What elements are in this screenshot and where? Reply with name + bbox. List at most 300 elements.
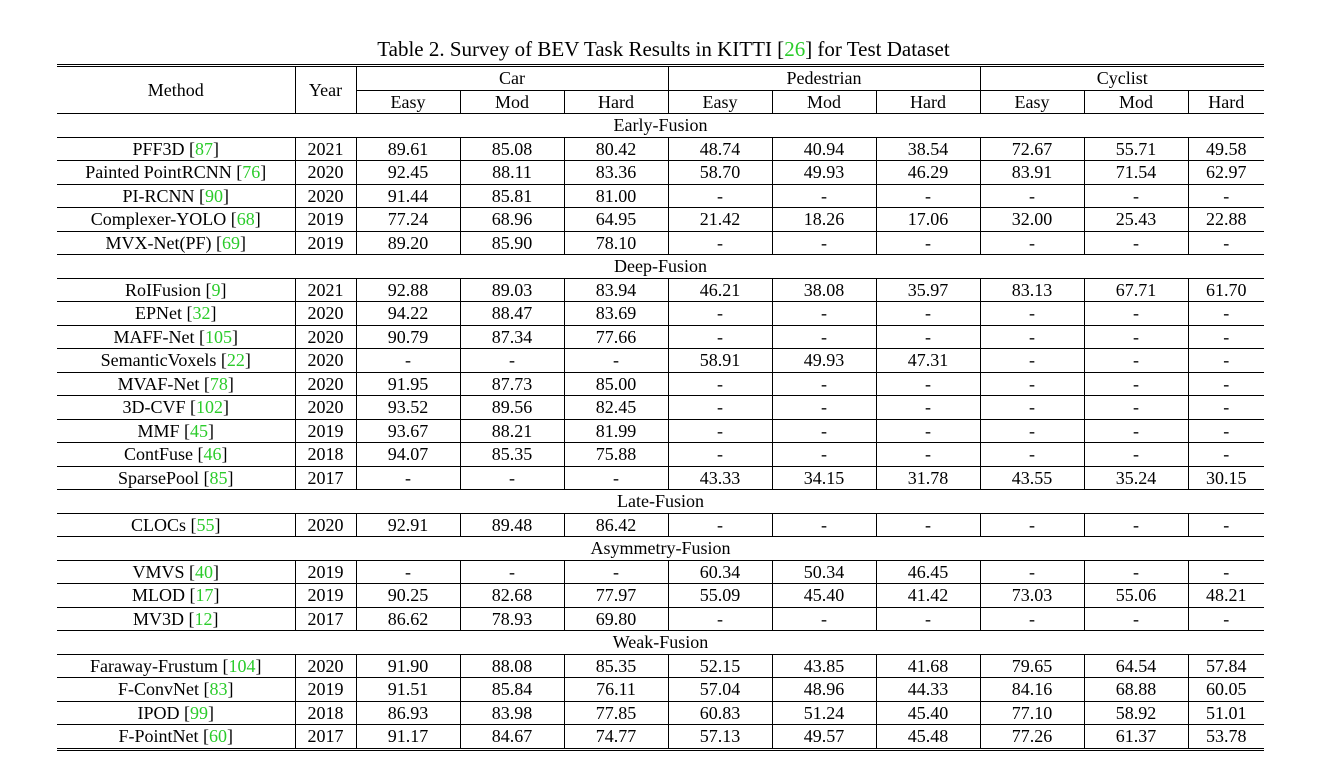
method-name: VMVS bbox=[132, 561, 185, 582]
score-cell: 30.15 bbox=[1188, 466, 1264, 490]
method-name: EPNet bbox=[135, 303, 182, 324]
header-method: Method bbox=[57, 66, 295, 114]
score-cell: - bbox=[356, 349, 460, 373]
year-cell: 2020 bbox=[295, 325, 356, 349]
score-cell: 31.78 bbox=[876, 466, 980, 490]
caption-citation-link[interactable]: 26 bbox=[784, 37, 806, 61]
year-cell: 2020 bbox=[295, 372, 356, 396]
citation-link[interactable]: 104 bbox=[228, 655, 256, 676]
group-header-row bbox=[57, 255, 1264, 279]
citation-link[interactable]: 9 bbox=[211, 279, 221, 300]
citation-open-bracket: [ bbox=[217, 655, 229, 676]
score-cell: 93.52 bbox=[356, 396, 460, 420]
score-cell: 77.10 bbox=[980, 701, 1084, 725]
score-cell: 67.71 bbox=[1084, 278, 1188, 302]
score-cell: 72.67 bbox=[980, 137, 1084, 161]
score-cell: - bbox=[772, 325, 876, 349]
score-cell: - bbox=[564, 560, 668, 584]
year-cell: 2020 bbox=[295, 161, 356, 185]
group-label: Late-Fusion bbox=[57, 490, 1264, 514]
score-cell: 47.31 bbox=[876, 349, 980, 373]
score-cell: 82.68 bbox=[460, 584, 564, 608]
score-cell: - bbox=[460, 349, 564, 373]
table-row bbox=[57, 208, 1264, 232]
score-cell: 74.77 bbox=[564, 725, 668, 750]
method-cell bbox=[57, 466, 295, 490]
score-cell: 88.08 bbox=[460, 654, 564, 678]
citation-open-bracket: [ bbox=[211, 232, 222, 253]
method-name: Faraway-Frustum bbox=[90, 655, 218, 676]
method-name: Complexer-YOLO bbox=[90, 209, 227, 230]
citation-open-bracket: [ bbox=[216, 350, 227, 371]
method-name: Painted PointRCNN bbox=[85, 162, 232, 183]
citation-close-bracket: ] bbox=[240, 232, 246, 253]
score-cell: - bbox=[772, 419, 876, 443]
method-name: RoIFusion bbox=[124, 279, 202, 300]
score-cell: 91.44 bbox=[356, 184, 460, 208]
score-cell: 91.95 bbox=[356, 372, 460, 396]
score-cell: 68.96 bbox=[460, 208, 564, 232]
citation-close-bracket: ] bbox=[208, 702, 214, 723]
citation-close-bracket: ] bbox=[221, 444, 228, 465]
score-cell: 48.96 bbox=[772, 678, 876, 702]
year-cell: 2019 bbox=[295, 208, 356, 232]
method-name: PFF3D bbox=[132, 138, 185, 159]
score-cell: 60.83 bbox=[668, 701, 772, 725]
method-name: SemanticVoxels bbox=[100, 350, 217, 371]
citation-close-bracket: ] bbox=[223, 397, 229, 418]
table-row bbox=[57, 560, 1264, 584]
table-row bbox=[57, 137, 1264, 161]
citation-close-bracket: ] bbox=[255, 655, 262, 676]
score-cell: 25.43 bbox=[1084, 208, 1188, 232]
year-cell: 2017 bbox=[295, 466, 356, 490]
table-row bbox=[57, 372, 1264, 396]
score-cell: 83.13 bbox=[980, 278, 1084, 302]
score-cell: - bbox=[980, 419, 1084, 443]
method-name: MVAF-Net bbox=[117, 373, 200, 394]
group-header-row bbox=[57, 490, 1264, 514]
citation-link[interactable]: 76 bbox=[242, 162, 261, 183]
score-cell: 77.26 bbox=[980, 725, 1084, 750]
score-cell: 83.94 bbox=[564, 278, 668, 302]
score-cell: - bbox=[772, 443, 876, 467]
citation-open-bracket: [ bbox=[184, 138, 196, 159]
score-cell: - bbox=[668, 513, 772, 537]
citation-link[interactable]: 17 bbox=[195, 585, 214, 606]
score-cell: - bbox=[772, 372, 876, 396]
score-cell: 38.54 bbox=[876, 137, 980, 161]
citation-close-bracket: ] bbox=[223, 185, 229, 206]
score-cell: 91.17 bbox=[356, 725, 460, 750]
score-cell: 17.06 bbox=[876, 208, 980, 232]
score-cell: 22.88 bbox=[1188, 208, 1264, 232]
citation-open-bracket: [ bbox=[179, 702, 190, 723]
score-cell: - bbox=[876, 443, 980, 467]
citation-link[interactable]: 99 bbox=[190, 702, 208, 723]
score-cell: - bbox=[772, 396, 876, 420]
year-cell: 2017 bbox=[295, 725, 356, 750]
method-name: MMF bbox=[137, 420, 180, 441]
caption-suffix: ] for Test Dataset bbox=[805, 37, 950, 61]
score-cell: 87.73 bbox=[460, 372, 564, 396]
table-row bbox=[57, 184, 1264, 208]
method-cell bbox=[57, 584, 295, 608]
score-cell: - bbox=[668, 302, 772, 326]
caption-prefix: Table 2. Survey of BEV Task Results in KITTI [ bbox=[377, 37, 785, 61]
citation-link[interactable]: 69 bbox=[222, 232, 240, 253]
header-class-car: Car bbox=[356, 66, 668, 91]
header-level: Hard bbox=[876, 90, 980, 114]
score-cell: 32.00 bbox=[980, 208, 1084, 232]
citation-close-bracket: ] bbox=[227, 467, 234, 488]
year-cell: 2020 bbox=[295, 513, 356, 537]
score-cell: - bbox=[1188, 607, 1264, 631]
method-cell bbox=[57, 607, 295, 631]
year-cell: 2020 bbox=[295, 184, 356, 208]
score-cell: 93.67 bbox=[356, 419, 460, 443]
score-cell: - bbox=[1084, 349, 1188, 373]
year-cell: 2019 bbox=[295, 678, 356, 702]
method-cell bbox=[57, 654, 295, 678]
method-name: MVX-Net(PF) bbox=[105, 232, 212, 253]
score-cell: - bbox=[668, 372, 772, 396]
score-cell: - bbox=[980, 607, 1084, 631]
method-cell bbox=[57, 137, 295, 161]
score-cell: - bbox=[980, 325, 1084, 349]
score-cell: - bbox=[564, 349, 668, 373]
citation-close-bracket: ] bbox=[227, 373, 234, 394]
score-cell: 92.91 bbox=[356, 513, 460, 537]
group-header-row bbox=[57, 114, 1264, 138]
citation-close-bracket: ] bbox=[213, 138, 220, 159]
score-cell: 41.68 bbox=[876, 654, 980, 678]
score-cell: - bbox=[876, 325, 980, 349]
score-cell: - bbox=[980, 560, 1084, 584]
score-cell: - bbox=[772, 607, 876, 631]
citation-open-bracket: [ bbox=[201, 279, 212, 300]
score-cell: - bbox=[980, 443, 1084, 467]
method-name: 3D-CVF bbox=[122, 397, 186, 418]
score-cell: - bbox=[980, 513, 1084, 537]
score-cell: 49.93 bbox=[772, 161, 876, 185]
score-cell: - bbox=[1188, 349, 1264, 373]
citation-link[interactable]: 68 bbox=[236, 209, 255, 230]
score-cell: 85.81 bbox=[460, 184, 564, 208]
score-cell: - bbox=[876, 513, 980, 537]
score-cell: - bbox=[668, 607, 772, 631]
score-cell: - bbox=[668, 325, 772, 349]
header-class-cyclist: Cyclist bbox=[980, 66, 1264, 91]
score-cell: 77.85 bbox=[564, 701, 668, 725]
year-cell: 2020 bbox=[295, 302, 356, 326]
citation-close-bracket: ] bbox=[212, 608, 219, 629]
method-cell bbox=[57, 161, 295, 185]
citation-link[interactable]: 45 bbox=[190, 420, 209, 441]
score-cell: 55.71 bbox=[1084, 137, 1188, 161]
score-cell: 77.97 bbox=[564, 584, 668, 608]
header-level: Mod bbox=[460, 90, 564, 114]
score-cell: - bbox=[1084, 302, 1188, 326]
header-row-classes bbox=[57, 66, 1264, 91]
header-year: Year bbox=[295, 66, 356, 114]
year-cell: 2020 bbox=[295, 349, 356, 373]
citation-open-bracket: [ bbox=[199, 467, 210, 488]
score-cell: 83.69 bbox=[564, 302, 668, 326]
method-name: F-PointNet bbox=[118, 726, 199, 747]
table-row bbox=[57, 278, 1264, 302]
method-cell bbox=[57, 678, 295, 702]
score-cell: 57.13 bbox=[668, 725, 772, 750]
table-body bbox=[57, 114, 1264, 750]
score-cell: 46.21 bbox=[668, 278, 772, 302]
citation-open-bracket: [ bbox=[185, 585, 196, 606]
score-cell: - bbox=[668, 419, 772, 443]
score-cell: 88.47 bbox=[460, 302, 564, 326]
score-cell: 57.84 bbox=[1188, 654, 1264, 678]
method-name: MV3D bbox=[132, 608, 184, 629]
score-cell: 86.93 bbox=[356, 701, 460, 725]
score-cell: 51.01 bbox=[1188, 701, 1264, 725]
score-cell: - bbox=[1188, 302, 1264, 326]
score-cell: 92.45 bbox=[356, 161, 460, 185]
score-cell: 80.42 bbox=[564, 137, 668, 161]
score-cell: 55.09 bbox=[668, 584, 772, 608]
score-cell: - bbox=[1084, 184, 1188, 208]
score-cell: - bbox=[876, 231, 980, 255]
score-cell: 92.88 bbox=[356, 278, 460, 302]
score-cell: 46.29 bbox=[876, 161, 980, 185]
score-cell: 89.61 bbox=[356, 137, 460, 161]
score-cell: - bbox=[876, 396, 980, 420]
year-cell: 2019 bbox=[295, 419, 356, 443]
score-cell: 60.34 bbox=[668, 560, 772, 584]
citation-close-bracket: ] bbox=[260, 162, 267, 183]
score-cell: - bbox=[1188, 184, 1264, 208]
citation-link[interactable]: 90 bbox=[205, 185, 223, 206]
score-cell: - bbox=[1188, 396, 1264, 420]
year-cell: 2019 bbox=[295, 560, 356, 584]
score-cell: - bbox=[876, 607, 980, 631]
score-cell: 76.11 bbox=[564, 678, 668, 702]
citation-link[interactable]: 46 bbox=[203, 444, 222, 465]
score-cell: 43.85 bbox=[772, 654, 876, 678]
group-label: Weak-Fusion bbox=[57, 631, 1264, 655]
method-name: MAFF-Net bbox=[113, 326, 195, 347]
method-cell bbox=[57, 396, 295, 420]
citation-close-bracket: ] bbox=[232, 326, 238, 347]
citation-open-bracket: [ bbox=[185, 397, 196, 418]
citation-close-bracket: ] bbox=[213, 561, 219, 582]
method-cell bbox=[57, 184, 295, 208]
score-cell: 51.24 bbox=[772, 701, 876, 725]
score-cell: - bbox=[980, 396, 1084, 420]
score-cell: 85.35 bbox=[564, 654, 668, 678]
score-cell: 73.03 bbox=[980, 584, 1084, 608]
score-cell: 83.98 bbox=[460, 701, 564, 725]
score-cell: 49.58 bbox=[1188, 137, 1264, 161]
method-name: CLOCs bbox=[130, 514, 186, 535]
score-cell: 48.74 bbox=[668, 137, 772, 161]
citation-link[interactable]: 40 bbox=[195, 561, 213, 582]
score-cell: 45.40 bbox=[772, 584, 876, 608]
score-cell: - bbox=[668, 231, 772, 255]
score-cell: 50.34 bbox=[772, 560, 876, 584]
table-row bbox=[57, 513, 1264, 537]
score-cell: - bbox=[980, 184, 1084, 208]
citation-link[interactable]: 83 bbox=[209, 679, 228, 700]
score-cell: 62.97 bbox=[1188, 161, 1264, 185]
score-cell: 21.42 bbox=[668, 208, 772, 232]
citation-link[interactable]: 85 bbox=[209, 467, 228, 488]
table-row bbox=[57, 161, 1264, 185]
method-cell bbox=[57, 419, 295, 443]
table-row bbox=[57, 325, 1264, 349]
score-cell: 58.91 bbox=[668, 349, 772, 373]
score-cell: 82.45 bbox=[564, 396, 668, 420]
score-cell: - bbox=[1188, 231, 1264, 255]
score-cell: - bbox=[1084, 607, 1188, 631]
results-table bbox=[57, 64, 1264, 751]
score-cell: 75.88 bbox=[564, 443, 668, 467]
citation-open-bracket: [ bbox=[182, 303, 193, 324]
citation-open-bracket: [ bbox=[231, 162, 243, 183]
score-cell: 91.51 bbox=[356, 678, 460, 702]
year-cell: 2020 bbox=[295, 654, 356, 678]
table-row bbox=[57, 231, 1264, 255]
score-cell: 87.34 bbox=[460, 325, 564, 349]
score-cell: - bbox=[1188, 419, 1264, 443]
score-cell: 49.93 bbox=[772, 349, 876, 373]
score-cell: 90.79 bbox=[356, 325, 460, 349]
year-cell: 2018 bbox=[295, 701, 356, 725]
score-cell: 43.33 bbox=[668, 466, 772, 490]
score-cell: 52.15 bbox=[668, 654, 772, 678]
citation-link[interactable]: 87 bbox=[195, 138, 214, 159]
score-cell: 91.90 bbox=[356, 654, 460, 678]
score-cell: 71.54 bbox=[1084, 161, 1188, 185]
score-cell: 89.03 bbox=[460, 278, 564, 302]
score-cell: 78.93 bbox=[460, 607, 564, 631]
year-cell: 2018 bbox=[295, 443, 356, 467]
method-name: ContFuse bbox=[123, 444, 193, 465]
score-cell: - bbox=[460, 560, 564, 584]
score-cell: 94.22 bbox=[356, 302, 460, 326]
method-cell bbox=[57, 372, 295, 396]
score-cell: - bbox=[1188, 560, 1264, 584]
score-cell: 35.24 bbox=[1084, 466, 1188, 490]
citation-close-bracket: ] bbox=[220, 279, 227, 300]
citation-open-bracket: [ bbox=[184, 608, 195, 629]
table-row bbox=[57, 443, 1264, 467]
year-cell: 2017 bbox=[295, 607, 356, 631]
score-cell: 40.94 bbox=[772, 137, 876, 161]
citation-close-bracket: ] bbox=[244, 350, 251, 371]
group-label: Asymmetry-Fusion bbox=[57, 537, 1264, 561]
citation-open-bracket: [ bbox=[226, 209, 237, 230]
method-name: MLOD bbox=[132, 585, 185, 606]
table-row bbox=[57, 725, 1264, 750]
score-cell: 83.36 bbox=[564, 161, 668, 185]
score-cell: 77.66 bbox=[564, 325, 668, 349]
table-row bbox=[57, 302, 1264, 326]
score-cell: 43.55 bbox=[980, 466, 1084, 490]
score-cell: 81.00 bbox=[564, 184, 668, 208]
score-cell: 78.10 bbox=[564, 231, 668, 255]
score-cell: - bbox=[1084, 396, 1188, 420]
score-cell: - bbox=[668, 184, 772, 208]
score-cell: - bbox=[1084, 560, 1188, 584]
year-cell: 2019 bbox=[295, 584, 356, 608]
score-cell: 83.91 bbox=[980, 161, 1084, 185]
header-level: Mod bbox=[1084, 90, 1188, 114]
method-name: SparsePool bbox=[118, 467, 199, 488]
citation-link[interactable]: 32 bbox=[192, 303, 211, 324]
citation-link[interactable]: 60 bbox=[209, 726, 227, 747]
score-cell: - bbox=[460, 466, 564, 490]
score-cell: 38.08 bbox=[772, 278, 876, 302]
score-cell: 86.42 bbox=[564, 513, 668, 537]
citation-link[interactable]: 105 bbox=[205, 326, 232, 347]
group-label: Deep-Fusion bbox=[57, 255, 1264, 279]
citation-link[interactable]: 55 bbox=[196, 514, 215, 535]
score-cell: 58.92 bbox=[1084, 701, 1188, 725]
citation-open-bracket: [ bbox=[179, 420, 191, 441]
citation-open-bracket: [ bbox=[198, 726, 209, 747]
group-header-row bbox=[57, 537, 1264, 561]
score-cell: 69.80 bbox=[564, 607, 668, 631]
score-cell: 58.70 bbox=[668, 161, 772, 185]
score-cell: 84.16 bbox=[980, 678, 1084, 702]
score-cell: - bbox=[980, 372, 1084, 396]
citation-link[interactable]: 22 bbox=[226, 350, 245, 371]
score-cell: 61.70 bbox=[1188, 278, 1264, 302]
score-cell: - bbox=[980, 302, 1084, 326]
score-cell: - bbox=[1084, 443, 1188, 467]
method-cell bbox=[57, 349, 295, 373]
year-cell: 2021 bbox=[295, 137, 356, 161]
citation-open-bracket: [ bbox=[193, 444, 204, 465]
header-level: Hard bbox=[564, 90, 668, 114]
score-cell: - bbox=[668, 443, 772, 467]
method-name: IPOD bbox=[137, 702, 180, 723]
citation-close-bracket: ] bbox=[213, 585, 220, 606]
score-cell: - bbox=[1188, 325, 1264, 349]
table-row bbox=[57, 396, 1264, 420]
citation-link[interactable]: 78 bbox=[209, 373, 228, 394]
citation-close-bracket: ] bbox=[227, 679, 234, 700]
score-cell: - bbox=[1084, 372, 1188, 396]
table-row bbox=[57, 466, 1264, 490]
method-cell bbox=[57, 208, 295, 232]
score-cell: 61.37 bbox=[1084, 725, 1188, 750]
score-cell: - bbox=[772, 184, 876, 208]
score-cell: - bbox=[564, 466, 668, 490]
citation-link[interactable]: 12 bbox=[194, 608, 213, 629]
method-cell bbox=[57, 513, 295, 537]
score-cell: 34.15 bbox=[772, 466, 876, 490]
score-cell: 64.54 bbox=[1084, 654, 1188, 678]
table-row bbox=[57, 584, 1264, 608]
citation-link[interactable]: 102 bbox=[196, 397, 223, 418]
score-cell: 79.65 bbox=[980, 654, 1084, 678]
method-cell bbox=[57, 302, 295, 326]
score-cell: 41.42 bbox=[876, 584, 980, 608]
table-row bbox=[57, 419, 1264, 443]
citation-close-bracket: ] bbox=[210, 303, 217, 324]
citation-open-bracket: [ bbox=[199, 679, 210, 700]
score-cell: - bbox=[876, 419, 980, 443]
